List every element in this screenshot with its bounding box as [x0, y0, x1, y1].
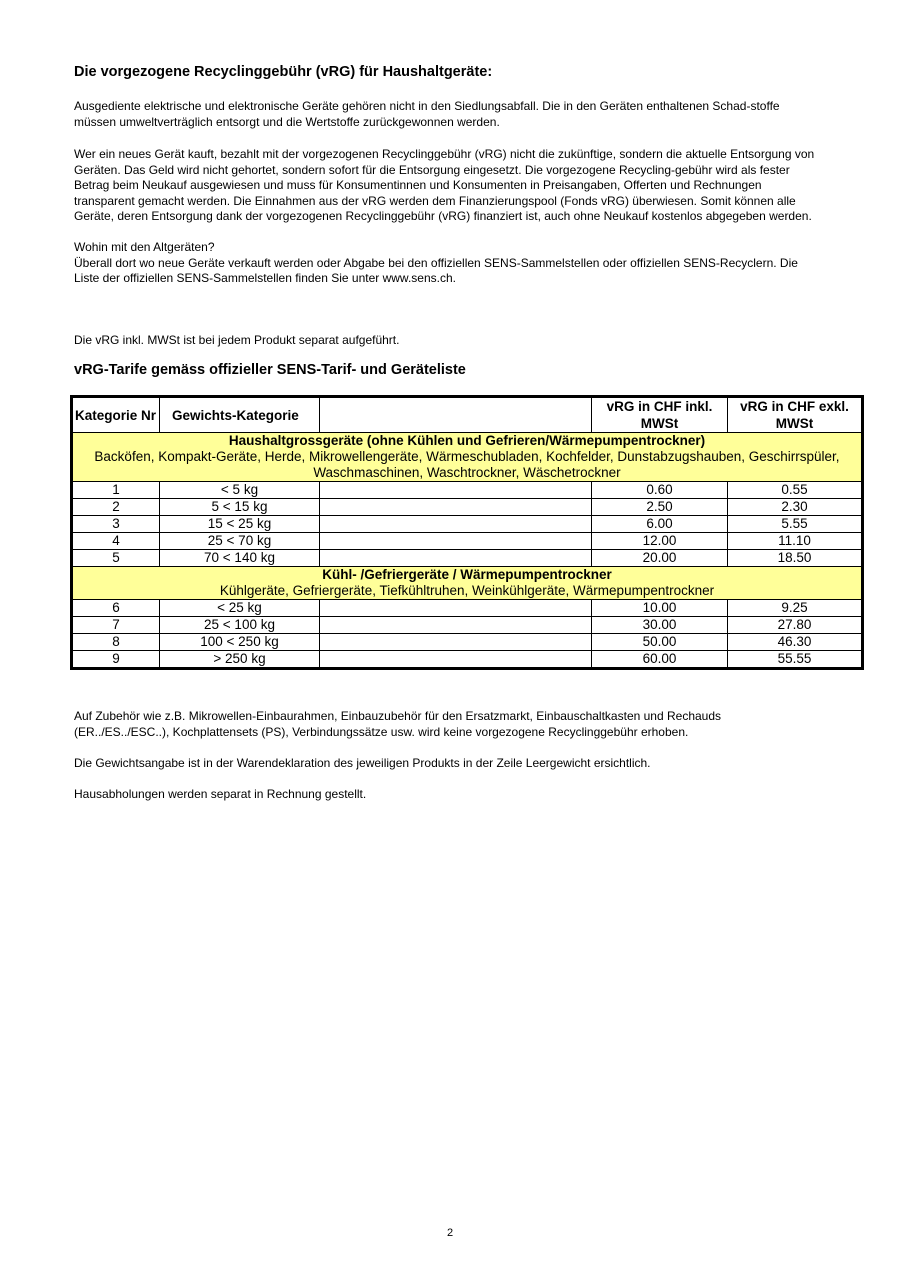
cell-blank: [320, 550, 592, 567]
cell-weight: > 250 kg: [160, 651, 320, 669]
table-row: [72, 516, 863, 533]
paragraph-pickup: [74, 787, 864, 803]
text-line: Hausabholungen werden separat in Rechnung gestellt.: [74, 787, 367, 801]
paragraph-funding: [74, 147, 864, 225]
cell-inkl: 12.00: [592, 533, 728, 550]
paragraph-accessories: [74, 709, 864, 740]
text-line: Wohin mit den Altgeräten?: [74, 240, 215, 254]
table-row: [72, 617, 863, 634]
cell-blank: [320, 600, 592, 617]
cell-weight: < 25 kg: [160, 600, 320, 617]
cell-nr: 8: [72, 634, 160, 651]
page-number: 2: [446, 1227, 454, 1239]
text-line: Die Gewichtsangabe ist in der Warendeklaration des jeweiligen Produkts in der Zeile Leergewicht ersichtlich.: [74, 756, 651, 770]
cell-weight: 25 < 70 kg: [160, 533, 320, 550]
category-title: Kühl- /Gefriergeräte / Wärmepumpentrockner: [322, 567, 612, 582]
cell-exkl: 9.25: [728, 600, 863, 617]
cell-exkl: 27.80: [728, 617, 863, 634]
cell-exkl: 0.55: [728, 482, 863, 499]
cell-inkl: 2.50: [592, 499, 728, 516]
category-group-row: [72, 567, 863, 600]
cell-exkl: 18.50: [728, 550, 863, 567]
cell-inkl: 50.00: [592, 634, 728, 651]
cell-inkl: 0.60: [592, 482, 728, 499]
table-row: [72, 634, 863, 651]
tariff-table: [70, 395, 864, 670]
cell-inkl: 30.00: [592, 617, 728, 634]
text-line: (ER../ES../ESC..), Kochplattensets (PS), Verbindungssätze usw. wird keine vorgezogene Recyclinggebühr erhoben.: [74, 724, 689, 739]
paragraph-weight-note: [74, 756, 864, 772]
page-heading: Die vorgezogene Recyclinggebühr (vRG) für Haushaltgeräte:: [74, 64, 493, 80]
cell-exkl: 5.55: [728, 516, 863, 533]
cell-blank: [320, 499, 592, 516]
cell-blank: [320, 634, 592, 651]
cell-nr: 5: [72, 550, 160, 567]
table-row: [72, 533, 863, 550]
category-group-cell: [72, 433, 863, 482]
cell-weight: < 5 kg: [160, 482, 320, 499]
cell-weight: 15 < 25 kg: [160, 516, 320, 533]
category-group-cell: [72, 567, 863, 600]
cell-exkl: 2.30: [728, 499, 863, 516]
header-blank: [320, 397, 592, 433]
table-row: [72, 499, 863, 516]
text-line: Betrag beim Neukauf ausgewiesen und muss für Konsumentinnen und Konsumenten in Preisangaben, Offerten und Rechnungen: [74, 178, 762, 193]
cell-nr: 6: [72, 600, 160, 617]
table-row: [72, 550, 863, 567]
cell-blank: [320, 482, 592, 499]
cell-exkl: 11.10: [728, 533, 863, 550]
cell-inkl: 20.00: [592, 550, 728, 567]
cell-nr: 7: [72, 617, 160, 634]
cell-blank: [320, 617, 592, 634]
header-inkl: vRG in CHF inkl. MWSt: [592, 397, 728, 433]
text-line: Liste der offiziellen SENS-Sammelstellen finden Sie unter www.sens.ch.: [74, 271, 456, 286]
header-kategorie: Kategorie Nr: [72, 397, 160, 433]
text-line: transparent gemacht werden. Die Einnahmen aus der vRG werden dem Finanzierungspool (Fonds vRG) überwiesen. Somit können alle: [74, 193, 796, 208]
table-row: [72, 482, 863, 499]
cell-weight: 25 < 100 kg: [160, 617, 320, 634]
cell-weight: 100 < 250 kg: [160, 634, 320, 651]
text-line: Auf Zubehör wie z.B. Mikrowellen-Einbaurahmen, Einbauzubehör für den Ersatzmarkt, Einbauschaltkasten und Rechauds: [74, 709, 722, 723]
header-gewicht: Gewichts-Kategorie: [160, 397, 320, 433]
category-group-row: [72, 433, 863, 482]
paragraph-disposal: [74, 240, 864, 287]
paragraph-intro: [74, 99, 864, 130]
cell-inkl: 6.00: [592, 516, 728, 533]
cell-inkl: 10.00: [592, 600, 728, 617]
text-line: Wer ein neues Gerät kauft, bezahlt mit der vorgezogenen Recyclinggebühr (vRG) nicht die zukünftige, sondern die aktuelle Entsorgung von: [74, 147, 815, 161]
cell-nr: 3: [72, 516, 160, 533]
cell-nr: 9: [72, 651, 160, 669]
category-description: Backöfen, Kompakt-Geräte, Herde, Mikrowellengeräte, Wärmeschubladen, Kochfelder, Dunstabzugshauben, Geschirrspüler, Waschmaschinen, Waschtrockner, Wäschetrockner: [94, 449, 840, 480]
cell-blank: [320, 533, 592, 550]
table-header-row: [72, 397, 863, 433]
text-line: Ausgediente elektrische und elektronische Geräte gehören nicht in den Siedlungsabfall. Die in den Geräten enthaltenen Schad-stoffe: [74, 99, 780, 113]
category-description: Kühlgeräte, Gefriergeräte, Tiefkühltruhen, Weinkühlgeräte, Wärmepumpentrockner: [219, 583, 715, 598]
table-row: [72, 600, 863, 617]
table-heading: vRG-Tarife gemäss offizieller SENS-Tarif- und Geräteliste: [74, 362, 466, 378]
cell-blank: [320, 516, 592, 533]
table-row: [72, 651, 863, 669]
text-line: Die vRG inkl. MWSt ist bei jedem Produkt separat aufgeführt.: [74, 333, 400, 347]
cell-blank: [320, 651, 592, 669]
text-line: Geräten. Das Geld wird nicht gehortet, sondern sofort für die Entsorgung eingesetzt. Die vorgezogene Recycling-gebühr wird als fester: [74, 162, 790, 177]
cell-weight: 70 < 140 kg: [160, 550, 320, 567]
cell-inkl: 60.00: [592, 651, 728, 669]
cell-weight: 5 < 15 kg: [160, 499, 320, 516]
cell-nr: 4: [72, 533, 160, 550]
text-line: Geräte, deren Entsorgung dank der vorgezogenen Recyclinggebühr (vRG) finanziert ist, auch ohne Neukauf kostenlos abgegeben werden.: [74, 209, 812, 224]
text-line: Überall dort wo neue Geräte verkauft werden oder Abgabe bei den offiziellen SENS-Sammelstellen oder offiziellen SENS-Recyclern. Die: [74, 255, 798, 270]
paragraph-vat-note: [74, 333, 864, 349]
header-exkl: vRG in CHF exkl. MWSt: [728, 397, 863, 433]
text-line: müssen umweltverträglich entsorgt und die Wertstoffe zurückgewonnen werden.: [74, 114, 500, 129]
cell-exkl: 46.30: [728, 634, 863, 651]
cell-exkl: 55.55: [728, 651, 863, 669]
cell-nr: 1: [72, 482, 160, 499]
category-title: Haushaltgrossgeräte (ohne Kühlen und Gefrieren/Wärmepumpentrockner): [228, 433, 706, 448]
cell-nr: 2: [72, 499, 160, 516]
